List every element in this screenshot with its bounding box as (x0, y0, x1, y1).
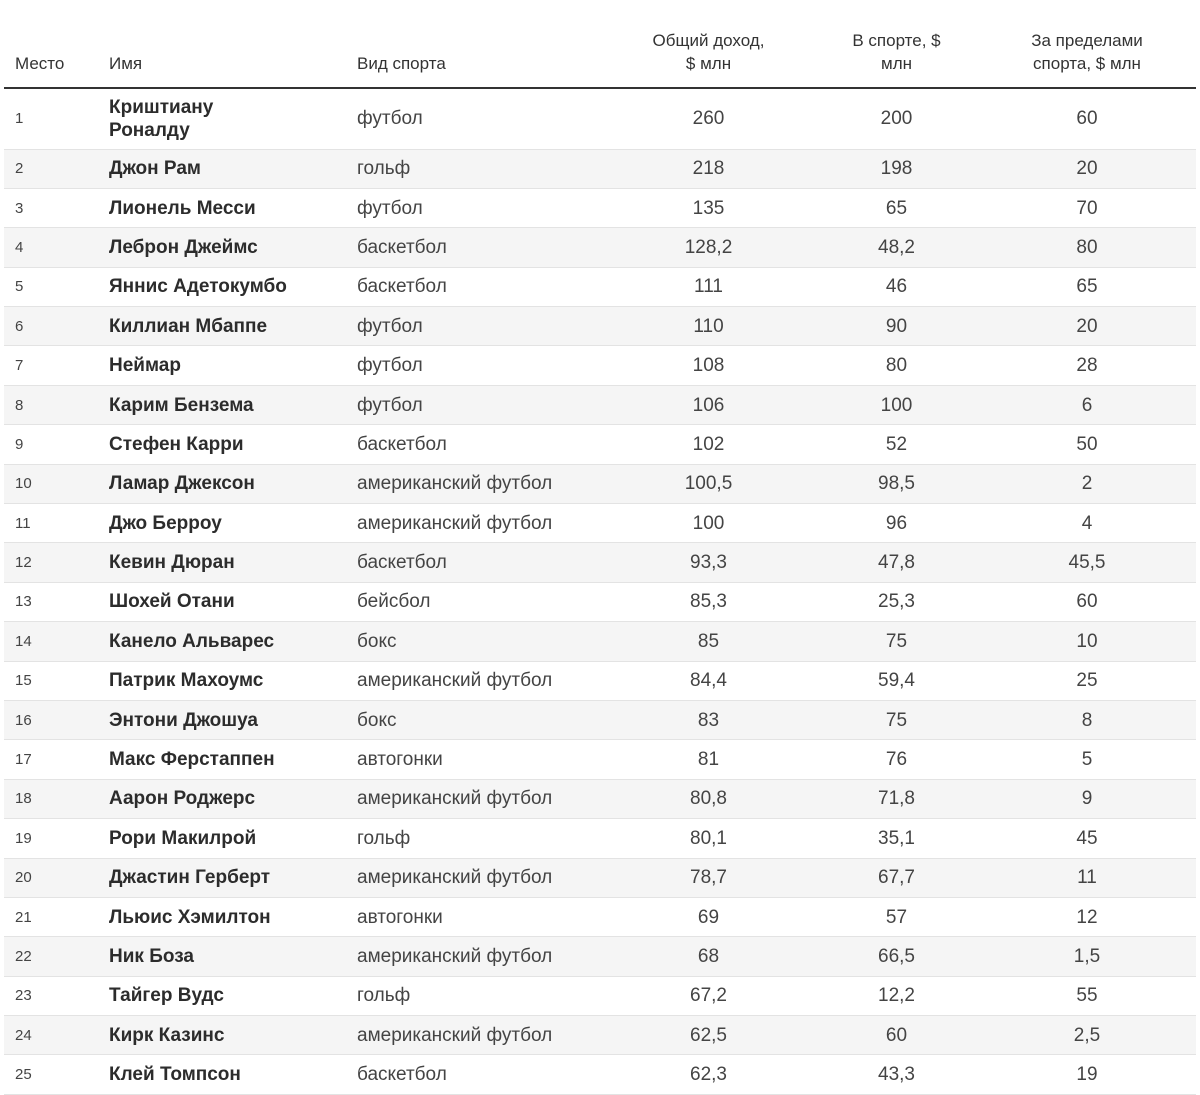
table-row (4, 228, 1196, 267)
table-row (4, 149, 1196, 188)
cell-rank: 21 (4, 897, 109, 936)
cell-name: Киллиан Мбаппе (109, 307, 357, 346)
cell-rank: 9 (4, 425, 109, 464)
cell-sport-income: 52 (815, 425, 978, 464)
cell-total-income: 84,4 (602, 661, 815, 700)
cell-sport-income: 59,4 (815, 661, 978, 700)
cell-total-income: 111 (602, 267, 815, 306)
cell-sport-income: 35,1 (815, 819, 978, 858)
cell-sport-income: 76 (815, 740, 978, 779)
cell-sport-income: 25,3 (815, 582, 978, 621)
cell-off-sport-income: 4 (978, 504, 1196, 543)
cell-name: Яннис Адетокумбо (109, 267, 357, 306)
cell-rank: 8 (4, 385, 109, 424)
cell-rank: 4 (4, 228, 109, 267)
cell-total-income: 93,3 (602, 543, 815, 582)
cell-rank: 1 (4, 88, 109, 149)
cell-total-income: 135 (602, 188, 815, 227)
cell-sport: баскетбол (357, 425, 602, 464)
cell-off-sport-income: 80 (978, 228, 1196, 267)
cell-name: Канело Альварес (109, 622, 357, 661)
cell-sport: футбол (357, 307, 602, 346)
cell-rank: 18 (4, 779, 109, 818)
cell-sport: автогонки (357, 740, 602, 779)
cell-sport: гольф (357, 819, 602, 858)
table-row (4, 1016, 1196, 1055)
cell-total-income: 100 (602, 504, 815, 543)
cell-off-sport-income: 50 (978, 425, 1196, 464)
cell-off-sport-income: 1,5 (978, 937, 1196, 976)
cell-name: Стефен Карри (109, 425, 357, 464)
cell-off-sport-income: 45 (978, 819, 1196, 858)
cell-rank: 14 (4, 622, 109, 661)
cell-sport-income: 200 (815, 88, 978, 149)
cell-sport: футбол (357, 385, 602, 424)
cell-sport: футбол (357, 346, 602, 385)
header-rank: Место (4, 0, 109, 88)
cell-name: Шохей Отани (109, 582, 357, 621)
cell-sport-income: 47,8 (815, 543, 978, 582)
cell-rank: 3 (4, 188, 109, 227)
table-row (4, 897, 1196, 936)
cell-sport-income: 57 (815, 897, 978, 936)
table-row (4, 740, 1196, 779)
cell-total-income: 100,5 (602, 464, 815, 503)
cell-name: Ник Боза (109, 937, 357, 976)
table-body (4, 88, 1196, 1094)
cell-sport-income: 75 (815, 700, 978, 739)
table-row (4, 307, 1196, 346)
table-row (4, 425, 1196, 464)
cell-total-income: 260 (602, 88, 815, 149)
cell-off-sport-income: 2,5 (978, 1016, 1196, 1055)
cell-name: Джастин Герберт (109, 858, 357, 897)
cell-sport: американский футбол (357, 858, 602, 897)
table-row (4, 819, 1196, 858)
cell-total-income: 85,3 (602, 582, 815, 621)
cell-sport-income: 67,7 (815, 858, 978, 897)
cell-off-sport-income: 65 (978, 267, 1196, 306)
cell-sport: американский футбол (357, 661, 602, 700)
cell-sport-income: 98,5 (815, 464, 978, 503)
cell-sport: гольф (357, 976, 602, 1015)
cell-sport-income: 100 (815, 385, 978, 424)
cell-rank: 10 (4, 464, 109, 503)
cell-sport: американский футбол (357, 937, 602, 976)
table-header (4, 0, 1196, 88)
cell-name: Лионель Месси (109, 188, 357, 227)
cell-rank: 25 (4, 1055, 109, 1094)
table-row (4, 385, 1196, 424)
header-sport-income: В спорте, $ млн (815, 0, 978, 88)
cell-off-sport-income: 20 (978, 149, 1196, 188)
header-name: Имя (109, 0, 357, 88)
cell-total-income: 102 (602, 425, 815, 464)
cell-total-income: 83 (602, 700, 815, 739)
cell-total-income: 106 (602, 385, 815, 424)
table-row (4, 346, 1196, 385)
cell-rank: 20 (4, 858, 109, 897)
earnings-table-wrapper (4, 0, 1196, 1095)
cell-off-sport-income: 11 (978, 858, 1196, 897)
cell-total-income: 62,3 (602, 1055, 815, 1094)
table-row (4, 622, 1196, 661)
cell-rank: 19 (4, 819, 109, 858)
cell-total-income: 68 (602, 937, 815, 976)
cell-total-income: 218 (602, 149, 815, 188)
table-row (4, 267, 1196, 306)
header-total-income: Общий доход, $ млн (602, 0, 815, 88)
cell-off-sport-income: 45,5 (978, 543, 1196, 582)
cell-sport-income: 75 (815, 622, 978, 661)
cell-off-sport-income: 2 (978, 464, 1196, 503)
cell-sport: футбол (357, 188, 602, 227)
cell-name: Кирк Казинс (109, 1016, 357, 1055)
cell-off-sport-income: 60 (978, 582, 1196, 621)
cell-total-income: 80,8 (602, 779, 815, 818)
cell-sport: баскетбол (357, 267, 602, 306)
cell-rank: 6 (4, 307, 109, 346)
table-row (4, 188, 1196, 227)
cell-name: Аарон Роджерс (109, 779, 357, 818)
cell-sport: футбол (357, 88, 602, 149)
cell-sport: баскетбол (357, 228, 602, 267)
cell-off-sport-income: 28 (978, 346, 1196, 385)
cell-sport: баскетбол (357, 1055, 602, 1094)
table-row (4, 1055, 1196, 1094)
cell-total-income: 108 (602, 346, 815, 385)
cell-total-income: 62,5 (602, 1016, 815, 1055)
cell-name: Джо Берроу (109, 504, 357, 543)
cell-off-sport-income: 70 (978, 188, 1196, 227)
cell-rank: 15 (4, 661, 109, 700)
cell-name: Макс Ферстаппен (109, 740, 357, 779)
cell-sport-income: 46 (815, 267, 978, 306)
cell-sport-income: 65 (815, 188, 978, 227)
cell-off-sport-income: 10 (978, 622, 1196, 661)
cell-off-sport-income: 19 (978, 1055, 1196, 1094)
cell-name: Клей Томпсон (109, 1055, 357, 1094)
table-row (4, 858, 1196, 897)
cell-rank: 12 (4, 543, 109, 582)
cell-sport: американский футбол (357, 779, 602, 818)
header-sport: Вид спорта (357, 0, 602, 88)
cell-sport-income: 12,2 (815, 976, 978, 1015)
cell-sport-income: 60 (815, 1016, 978, 1055)
cell-rank: 16 (4, 700, 109, 739)
earnings-table (4, 0, 1196, 1095)
cell-total-income: 69 (602, 897, 815, 936)
cell-rank: 2 (4, 149, 109, 188)
header-row (4, 0, 1196, 88)
cell-sport: американский футбол (357, 464, 602, 503)
cell-total-income: 110 (602, 307, 815, 346)
cell-name: Ламар Джексон (109, 464, 357, 503)
cell-name: Криштиану Роналду (109, 88, 357, 149)
cell-name: Кевин Дюран (109, 543, 357, 582)
cell-off-sport-income: 20 (978, 307, 1196, 346)
cell-total-income: 80,1 (602, 819, 815, 858)
cell-total-income: 128,2 (602, 228, 815, 267)
cell-name: Рори Макилрой (109, 819, 357, 858)
cell-sport: гольф (357, 149, 602, 188)
table-row (4, 661, 1196, 700)
cell-off-sport-income: 12 (978, 897, 1196, 936)
cell-total-income: 85 (602, 622, 815, 661)
table-row (4, 976, 1196, 1015)
cell-sport-income: 90 (815, 307, 978, 346)
header-off-sport-income: За пределами спорта, $ млн (978, 0, 1196, 88)
cell-rank: 23 (4, 976, 109, 1015)
cell-rank: 22 (4, 937, 109, 976)
cell-name: Патрик Махоумс (109, 661, 357, 700)
table-row (4, 779, 1196, 818)
cell-sport-income: 48,2 (815, 228, 978, 267)
cell-rank: 17 (4, 740, 109, 779)
cell-off-sport-income: 9 (978, 779, 1196, 818)
table-row (4, 700, 1196, 739)
cell-rank: 7 (4, 346, 109, 385)
cell-sport: автогонки (357, 897, 602, 936)
cell-name: Леброн Джеймс (109, 228, 357, 267)
cell-off-sport-income: 6 (978, 385, 1196, 424)
table-row (4, 504, 1196, 543)
cell-sport: бокс (357, 700, 602, 739)
cell-sport: американский футбол (357, 504, 602, 543)
cell-off-sport-income: 55 (978, 976, 1196, 1015)
cell-total-income: 78,7 (602, 858, 815, 897)
table-row (4, 88, 1196, 149)
cell-name: Энтони Джошуа (109, 700, 357, 739)
cell-name: Тайгер Вудс (109, 976, 357, 1015)
cell-name: Карим Бензема (109, 385, 357, 424)
table-row (4, 937, 1196, 976)
cell-rank: 13 (4, 582, 109, 621)
cell-off-sport-income: 8 (978, 700, 1196, 739)
cell-sport: бейсбол (357, 582, 602, 621)
cell-sport-income: 66,5 (815, 937, 978, 976)
table-row (4, 464, 1196, 503)
cell-total-income: 67,2 (602, 976, 815, 1015)
cell-rank: 11 (4, 504, 109, 543)
cell-sport-income: 96 (815, 504, 978, 543)
cell-sport-income: 198 (815, 149, 978, 188)
table-row (4, 543, 1196, 582)
cell-sport: американский футбол (357, 1016, 602, 1055)
cell-sport: баскетбол (357, 543, 602, 582)
cell-name: Джон Рам (109, 149, 357, 188)
cell-name: Неймар (109, 346, 357, 385)
cell-rank: 5 (4, 267, 109, 306)
cell-off-sport-income: 25 (978, 661, 1196, 700)
cell-total-income: 81 (602, 740, 815, 779)
table-row (4, 582, 1196, 621)
cell-sport-income: 80 (815, 346, 978, 385)
cell-off-sport-income: 5 (978, 740, 1196, 779)
cell-rank: 24 (4, 1016, 109, 1055)
cell-sport-income: 43,3 (815, 1055, 978, 1094)
cell-name: Льюис Хэмилтон (109, 897, 357, 936)
cell-off-sport-income: 60 (978, 88, 1196, 149)
cell-sport: бокс (357, 622, 602, 661)
cell-sport-income: 71,8 (815, 779, 978, 818)
